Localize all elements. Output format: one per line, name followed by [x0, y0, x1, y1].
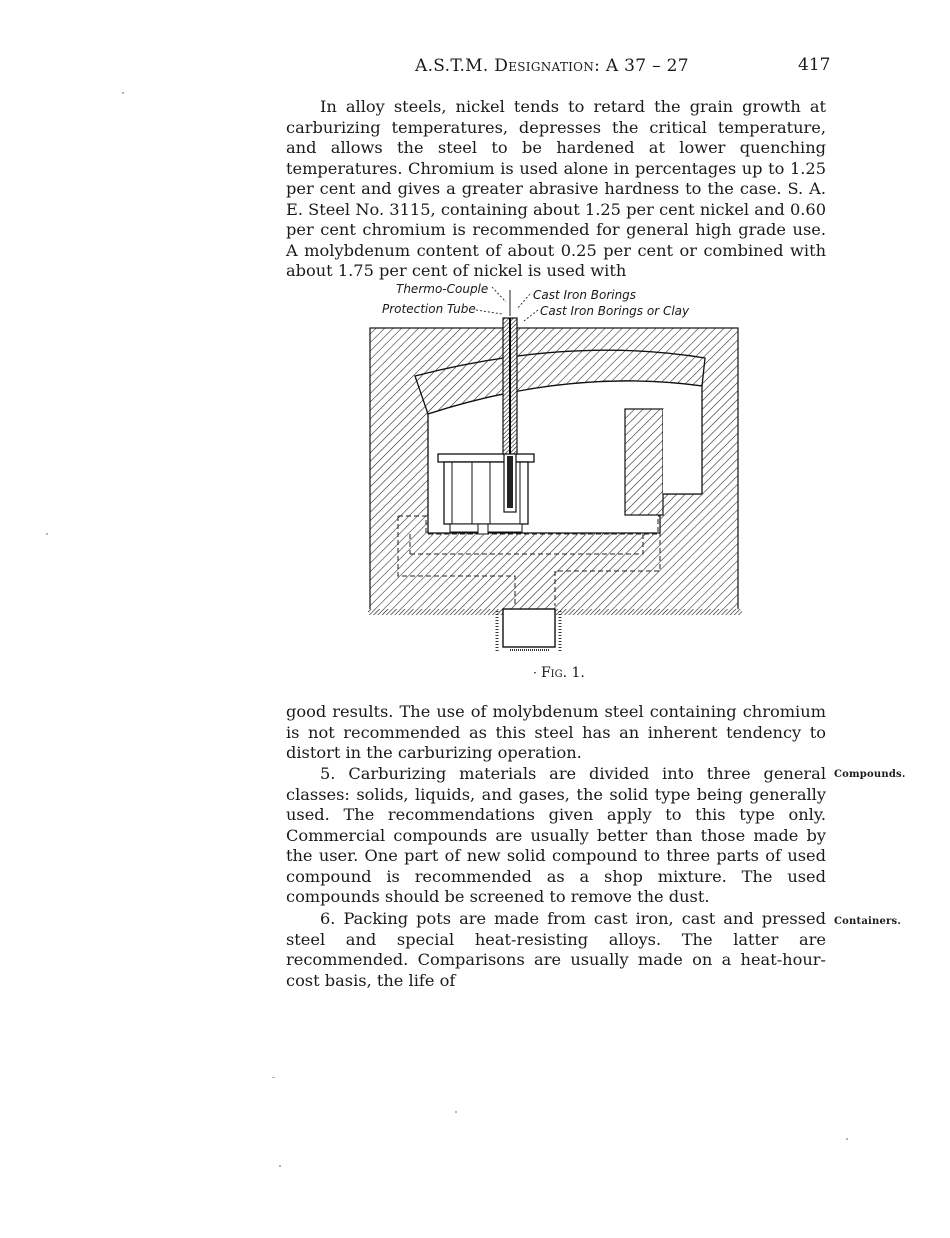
designation-prefix: A.S.T.M. [415, 56, 495, 76]
scan-speck [279, 1165, 281, 1167]
figure-1 [360, 276, 760, 656]
label-thermocouple: Thermo-Couple [396, 282, 489, 296]
label-cast-iron-borings: Cast Iron Borings [533, 288, 637, 302]
ash-pit [503, 609, 555, 647]
scan-speck [272, 1077, 275, 1078]
designation-suffix: : A 37 – 27 [594, 56, 689, 76]
scan-speck [122, 92, 124, 94]
figure-caption [533, 665, 585, 681]
running-header [415, 56, 689, 76]
label-cast-iron-borings-or-clay: Cast Iron Borings or Clay [540, 304, 690, 318]
scan-speck [46, 533, 48, 535]
caption-text: Fig. 1. [540, 665, 585, 681]
scan-speck [455, 1111, 457, 1113]
carburizing-pot [438, 454, 534, 534]
section-5-paragraph: 5. Carburizing materials are divided into three general classes: solids, liquids, and gases, the solid type being generally used. The recommendations given apply to this type only. Commercial compounds are usually better than those made by the user. One part of new solid compound to three parts of used compound is recommended as a shop mixture. The used compounds should be screened to remove the dust. [286, 764, 826, 906]
intro-paragraph: In alloy steels, nickel tends to retard the grain growth at carburizing temperatures, depresses the critical temperature, and allows the steel to be hardened at lower quenching temperatures. Chromium is used alone in percentages up to 1.25 per cent and gives a greater abrasive hardness to the case. S. A. E. Steel No. 3115, containing about 1.25 per cent nickel and 0.60 per cent chromium is recommended for general high grade use. A molybdenum content of about 0.25 per cent or combined with about 1.75 per cent of nickel is used with [286, 97, 826, 280]
continuation-paragraph: good results. The use of molybdenum steel containing chromium is not recommended as this steel has an inherent tendency to distort in the carburizing operation. [286, 702, 826, 762]
side-note-compounds: Compounds. [834, 769, 906, 780]
scan-speck [846, 1138, 848, 1140]
label-protection-tube: Protection Tube [382, 302, 476, 316]
designation-word: Designation [494, 56, 595, 76]
page-number: 417 [798, 55, 831, 75]
section-6-paragraph: 6. Packing pots are made from cast iron, cast and pressed steel and special heat-resisting alloys. The latter are recommended. Comparisons are usually made on a heat-hour-cost basis, the life of [286, 909, 826, 990]
caption-dot: · [533, 665, 541, 680]
side-note-containers: Containers. [834, 916, 902, 927]
thermocouple-tube [503, 318, 517, 512]
